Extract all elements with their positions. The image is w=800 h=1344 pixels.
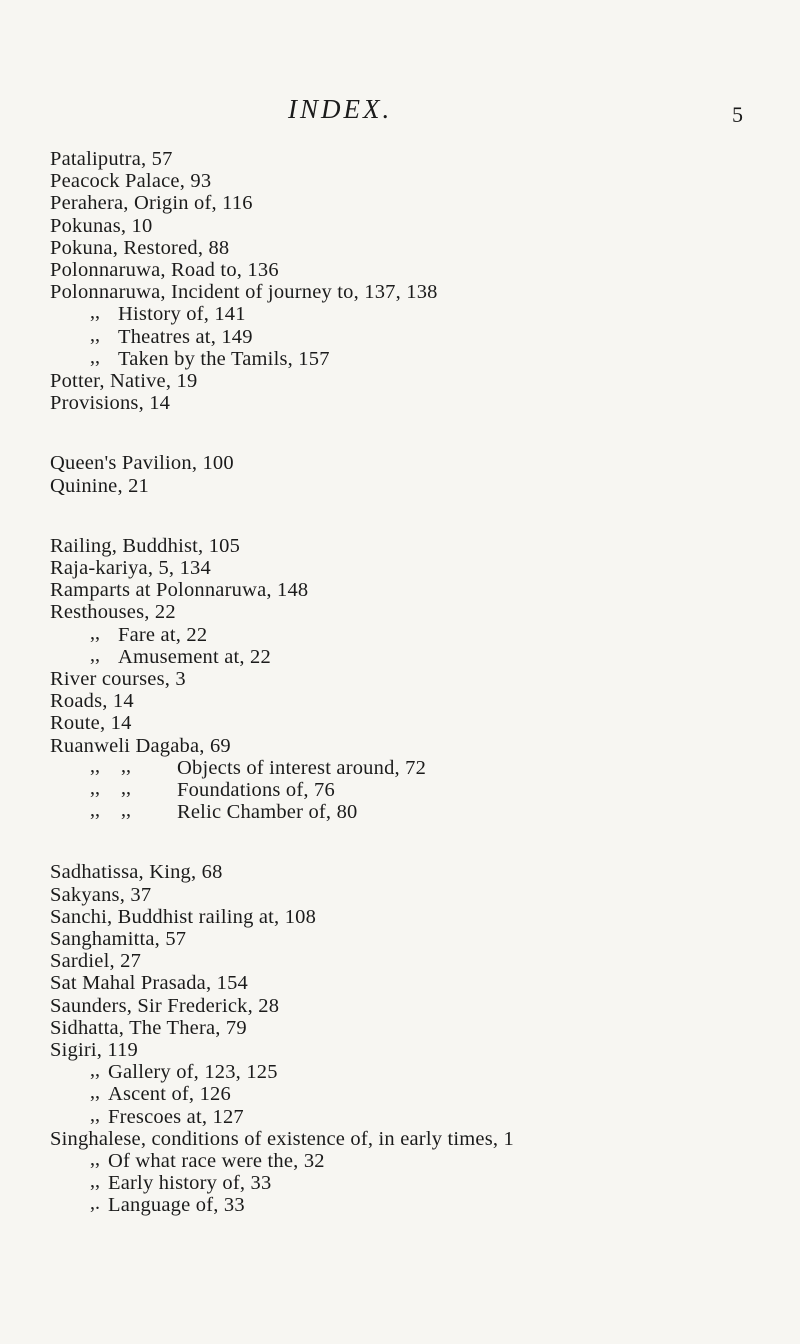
index-heading: Sidhatta, The Thera, 79 xyxy=(50,1016,247,1039)
ditto-mark: ,, xyxy=(121,754,131,777)
index-heading: Ramparts at Polonnaruwa, 148 xyxy=(50,579,309,602)
index-subentry: Fare at, 22 xyxy=(118,623,208,646)
index-subentry: Ascent of, 126 xyxy=(108,1083,231,1106)
index-subentry: Language of, 33 xyxy=(108,1194,245,1217)
index-heading: Sardiel, 27 xyxy=(50,950,142,973)
index-heading: Singhalese, conditions of existence of, in early times, 1 xyxy=(50,1127,515,1150)
index-subentry: Foundations of, 76 xyxy=(177,779,335,801)
page-header xyxy=(0,94,800,134)
index-subentry: Objects of interest around, 72 xyxy=(177,756,427,779)
index-heading: Polonnaruwa, Road to, 136 xyxy=(50,259,279,281)
page-number: 5 xyxy=(732,102,743,127)
index-subentry: Of what race were the, 32 xyxy=(108,1150,325,1172)
index-subentry: Taken by the Tamils, 157 xyxy=(118,347,330,370)
index-subentry: History of, 141 xyxy=(118,303,246,326)
ditto-mark: ,, xyxy=(90,777,100,799)
index-heading: Sanchi, Buddhist railing at, 108 xyxy=(50,905,317,928)
index-heading: Potter, Native, 19 xyxy=(50,370,198,392)
index-heading: Raja-kariya, 5, 134 xyxy=(50,557,211,579)
index-heading: Sakyans, 37 xyxy=(50,883,152,906)
ditto-mark: ,, xyxy=(90,301,100,324)
ditto-mark: ,, xyxy=(90,643,100,666)
ditto-mark: ,, xyxy=(90,1170,100,1193)
ditto-mark: ,, xyxy=(90,799,100,822)
index-heading: Pokuna, Restored, 88 xyxy=(50,236,230,259)
index-heading: Polonnaruwa, Incident of journey to, 137, 138 xyxy=(50,281,438,304)
index-heading: Sadhatissa, King, 68 xyxy=(50,861,223,884)
index-heading: Resthouses, 22 xyxy=(50,601,176,624)
index-heading: Railing, Buddhist, 105 xyxy=(50,534,241,557)
ditto-mark: ,, xyxy=(90,1059,100,1082)
ditto-mark: ,, xyxy=(90,754,100,777)
index-heading: Route, 14 xyxy=(50,712,132,735)
ditto-mark: ,, xyxy=(90,1081,100,1104)
index-title: INDEX. xyxy=(288,94,393,124)
index-heading: Queen's Pavilion, 100 xyxy=(50,452,234,475)
ditto-mark: ,, xyxy=(90,1148,100,1170)
index-heading: Pataliputra, 57 xyxy=(50,148,173,170)
index-heading: Sigiri, 119 xyxy=(50,1039,139,1061)
ditto-mark: ,. xyxy=(90,1192,100,1215)
index-heading: Sat Mahal Prasada, 154 xyxy=(50,972,248,995)
index-subentry: Relic Chamber of, 80 xyxy=(177,801,358,824)
index-heading: Provisions, 14 xyxy=(50,392,171,415)
index-heading: Quinine, 21 xyxy=(50,474,149,497)
ditto-mark: ,, xyxy=(90,323,100,346)
ditto-mark: ,, xyxy=(90,621,100,644)
index-subentry: Gallery of, 123, 125 xyxy=(108,1061,278,1084)
index-subentry: Early history of, 33 xyxy=(108,1172,272,1195)
index-subentry: Frescoes at, 127 xyxy=(108,1105,244,1128)
index-heading: Ruanweli Dagaba, 69 xyxy=(50,734,231,757)
ditto-mark: ,, xyxy=(90,345,100,368)
ditto-mark: ,, xyxy=(121,799,131,822)
index-heading: River courses, 3 xyxy=(50,668,186,690)
index-heading: Pokunas, 10 xyxy=(50,214,153,237)
index-heading: Perahera, Origin of, 116 xyxy=(50,192,253,215)
index-heading: Saunders, Sir Frederick, 28 xyxy=(50,994,280,1017)
index-subentry: Amusement at, 22 xyxy=(118,645,271,668)
index-subentry: Theatres at, 149 xyxy=(118,325,253,348)
index-heading: Sanghamitta, 57 xyxy=(50,928,187,950)
ditto-mark: ,, xyxy=(90,1103,100,1126)
index-heading: Peacock Palace, 93 xyxy=(50,170,212,193)
ditto-mark: ,, xyxy=(121,777,131,799)
index-heading: Roads, 14 xyxy=(50,690,134,713)
